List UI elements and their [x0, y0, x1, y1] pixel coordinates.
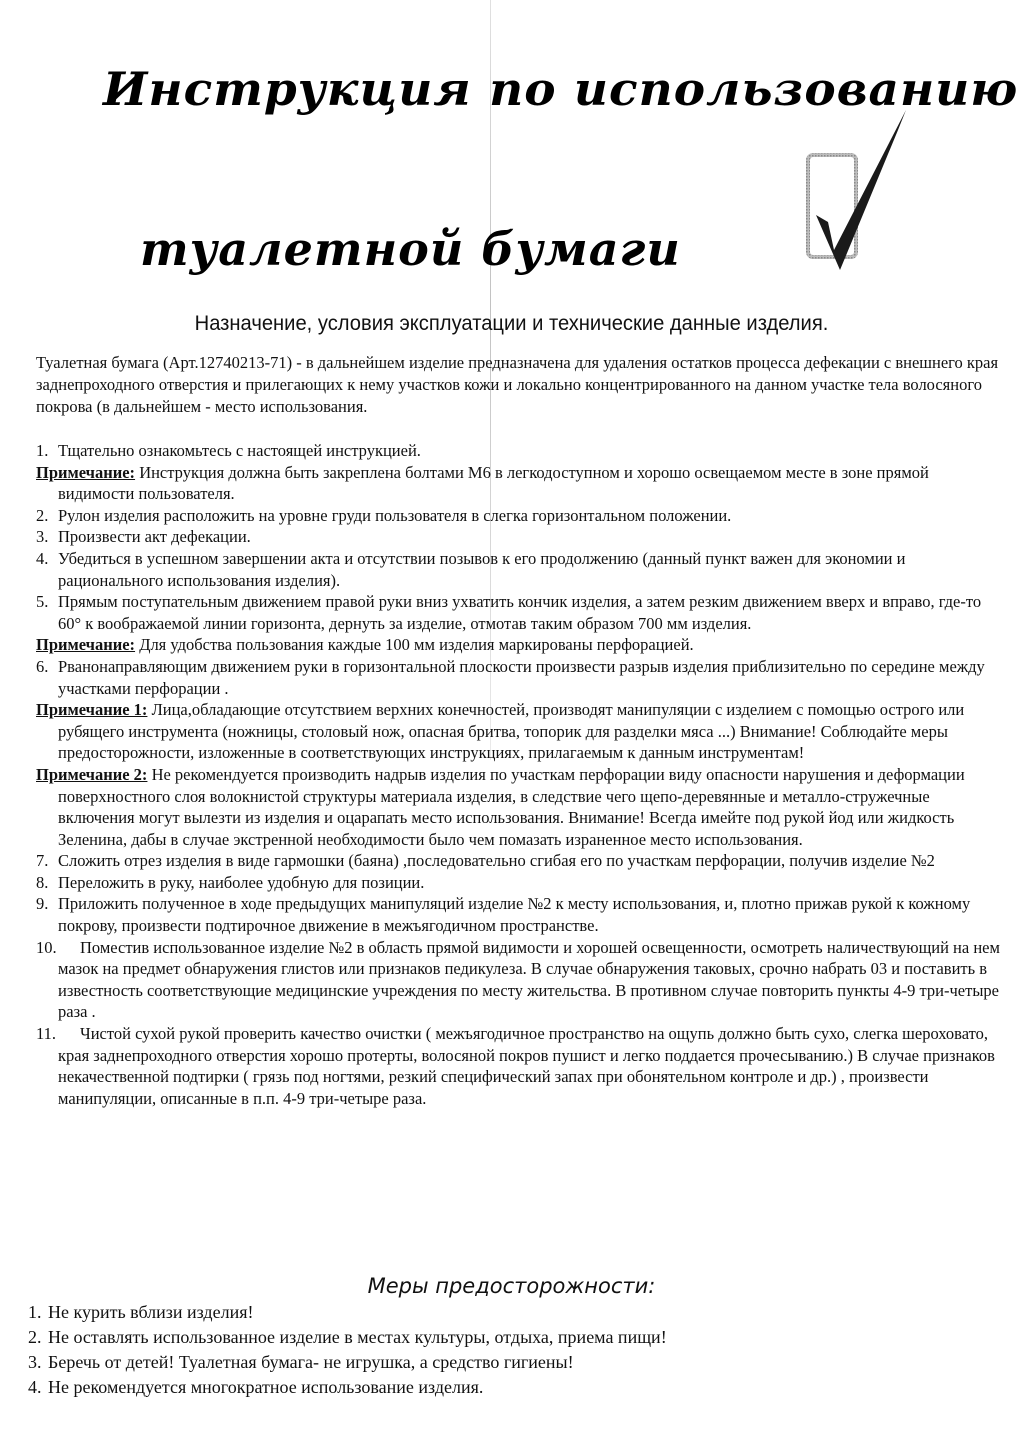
step-number: 4.: [36, 548, 49, 568]
step-item: [36, 526, 1006, 548]
step-item: [36, 850, 1006, 872]
precaution-number: 4.: [28, 1377, 42, 1397]
note-item: [36, 699, 1006, 764]
step-text: Убедиться в успешном завершении акта и отсутствии позывов к его продолжению (данный пункт важен для экономии и рационального использования изделия).: [58, 548, 906, 590]
precaution-item: [28, 1300, 988, 1325]
note-label: Примечание 2:: [36, 764, 148, 784]
step-number: 5.: [36, 592, 49, 612]
precaution-number: 2.: [28, 1327, 42, 1347]
note-text: Для удобства пользования каждые 100 мм изделия маркированы перфорацией.: [135, 635, 694, 655]
checkmark-stroke: [816, 110, 906, 270]
step-number: 7.: [36, 851, 49, 871]
step-number: 9.: [36, 894, 49, 914]
precaution-text: Не оставлять использованное изделие в местах культуры, отдыха, приема пищи!: [48, 1327, 667, 1347]
note-text: Инструкция должна быть закреплена болтами М6 в легкодоступном и хорошо освещаемом месте в зоне прямой видимости пользователя.: [58, 462, 929, 504]
precaution-number: 1.: [28, 1302, 42, 1322]
title-line-1: Инструкция по использованию: [103, 62, 1019, 116]
step-text: Переложить в руку, наиболее удобную для позиции.: [58, 872, 425, 892]
precaution-text: Не курить вблизи изделия!: [48, 1302, 254, 1322]
step-item: [36, 656, 1006, 699]
step-text: Чистой сухой рукой проверить качество очистки ( межъягодичное пространство на ощупь должно быть сухо, слегка шероховато, края заднепроходного отверстия хорошо протерты, волосяной покров пушист и легко поддается прочесыванию.) В случае признаков некачественной подтирки ( грязь под ногтями, резкий специфический запах при обонятельном контроле и др.) , произвести манипуляции, описанные в п.п. 4-9 три-четыре раза.: [58, 1024, 995, 1108]
precaution-item: [28, 1350, 988, 1375]
step-number: 11.: [36, 1024, 57, 1044]
step-text: Произвести акт дефекации.: [58, 527, 251, 547]
step-text: Рванонаправляющим движением руки в горизонтальной плоскости произвести разрыв изделия приблизительно по середине между участками перфорации .: [58, 656, 985, 698]
subheading: Назначение, условия эксплуатации и технические данные изделия.: [194, 312, 829, 335]
precautions-list: [28, 1300, 988, 1400]
precautions-title: Меры предосторожности:: [367, 1274, 656, 1298]
precaution-text: Беречь от детей! Туалетная бумага- не игрушка, а средство гигиены!: [48, 1352, 574, 1372]
step-item: [36, 937, 1006, 1023]
step-text: Тщательно ознакомьтесь с настоящей инструкцией.: [58, 441, 421, 460]
title-line-2: туалетной бумаги: [140, 222, 681, 276]
note-text: Не рекомендуется производить надрыв изделия по участкам перфорации виду опасности нарушения и деформации поверхностного слоя волокнистой структуры материала изделия, в следствие чего щепо-деревянные и металло-стружечные включения могут вылезти из изделия и оцарапать место использования. Внимание! Всегда имейте под рукой йод или жидкость Зеленина, дабы в случае экстренной необходимости было чем помазать израненное место использования.: [58, 764, 965, 849]
step-item: [36, 893, 1006, 936]
step-item: [36, 591, 1006, 634]
step-item: [36, 505, 1006, 527]
step-text: Прямым поступательным движением правой руки вниз ухватить кончик изделия, а затем резким движением вверх и вправо, где-то 60° к воображаемой линии горизонта, дернуть за изделие, отмотав таким образом 700 мм изделия.: [58, 592, 982, 633]
step-number: 1.: [36, 441, 49, 460]
note-label: Примечание:: [36, 635, 136, 655]
step-item: [36, 872, 1006, 894]
precaution-text: Не рекомендуется многократное использование изделия.: [48, 1377, 484, 1397]
step-number: 3.: [36, 527, 49, 547]
step-text: Рулон изделия расположить на уровне груди пользователя в слегка горизонтальном положении.: [58, 505, 732, 525]
note-label: Примечание:: [36, 462, 136, 482]
step-number: 8.: [36, 872, 49, 892]
step-text: Приложить полученное в ходе предыдущих манипуляций изделие №2 к месту использования, и, плотно прижав рукой к кожному покрову, произвести подтирочное движение в межъягодичном пространстве.: [58, 894, 971, 936]
step-text: Сложить отрез изделия в виде гармошки (баяна) ,последовательно сгибая его по участкам перфорации, получив изделие №2: [58, 851, 935, 871]
intro-paragraph: Туалетная бумага (Арт.12740213-71) - в дальнейшем изделие предназначена для удаления остатков процесса дефекации с внешнего края заднепроходного отверстия и прилегающих к нему участков кожи и локально концентрированного на данном участке тела волосяного покрова (в дальнейшем - место использования.: [36, 353, 999, 416]
step-item: [36, 548, 1006, 591]
precaution-item: [28, 1325, 988, 1350]
step-item: [36, 440, 1006, 462]
precaution-item: [28, 1375, 988, 1400]
note-item: [36, 764, 1006, 850]
checkmark-icon: [806, 110, 916, 270]
note-item: [36, 462, 1006, 505]
step-number: 2.: [36, 505, 49, 525]
step-text: Поместив использованное изделие №2 в область прямой видимости и хорошей освещенности, осмотреть наличествующий на нем мазок на предмет обнаружения глистов или признаков педикулеза. В случае обнаружения таковых, срочно набрать 03 и поставить в известность соответствующие медицинские учреждения по месту жительства. В противном случае повторить пункты 4-9 три-четыре раза .: [58, 937, 1000, 1022]
step-number: 10.: [36, 937, 57, 957]
note-item: [36, 634, 1006, 656]
precaution-number: 3.: [28, 1352, 42, 1372]
note-text: Лица,обладающие отсутствием верхних конечностей, производят манипуляции с изделием с помощью острого или рубящего инструмента (ножницы, столовый нож, опасная бритва, топорик для разделки мяса ...) Внимание! Соблюдайте меры предосторожности, изложенные в соответствующих инструкциях, прилагаемым к данным инструментам!: [58, 700, 965, 763]
step-number: 6.: [36, 656, 49, 676]
note-label: Примечание 1:: [36, 700, 148, 720]
instruction-steps: [36, 440, 1006, 1109]
step-item: [36, 1023, 1006, 1109]
